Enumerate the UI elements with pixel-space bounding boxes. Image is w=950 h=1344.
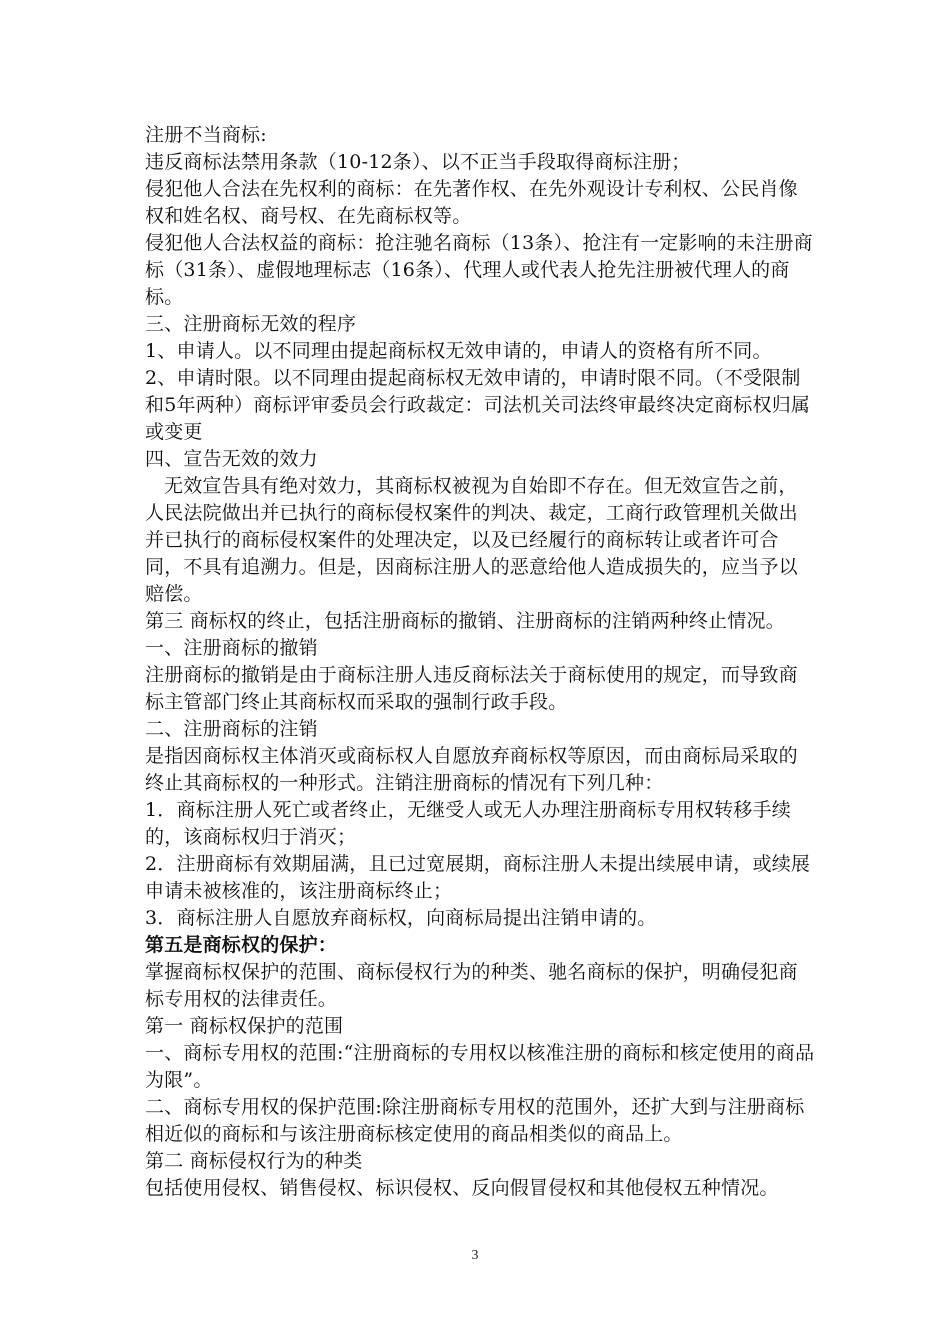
page-number: 3 bbox=[471, 1248, 479, 1263]
list-item-cancellation-3: 3．商标注册人自愿放弃商标权，向商标局提出注销申请的。 bbox=[145, 907, 657, 929]
paragraph-cancellation: 是指因商标权主体消灭或商标权人自愿放弃商标权等原因，而由商标局采取的终止其商标权的一种形式。注销注册商标的情况有下列几种： bbox=[145, 745, 798, 794]
paragraph-infringement-types: 包括使用侵权、销售侵权、标识侵权、反向假冒侵权和其他侵权五种情况。 bbox=[145, 1177, 779, 1199]
paragraph-protection-scope: 二、商标专用权的保护范围:除注册商标专用权的范围外，还扩大到与注册商标相近似的商标和与该注册商标核定使用的商品相类似的商品上。 bbox=[145, 1096, 805, 1145]
list-item-cancellation-2: 2．注册商标有效期届满，且已过宽展期，商标注册人未提出续展申请，或续展申请未被核准的，该注册商标终止； bbox=[145, 853, 811, 902]
paragraph-invalidation-effect: 无效宣告具有绝对效力，其商标权被视为自始即不存在。但无效宣告之前，人民法院做出并已执行的商标侵权案件的判决、裁定，工商行政管理机关做出并已执行的商标侵权案件的处理决定，以及已经履行的商标转让或者许可合同，不具有追溯力。但是，因商标注册人的恶意给他人造成损失的，应当予以赔偿。 bbox=[145, 475, 798, 605]
paragraph-exclusive-right-scope: 一、商标专用权的范围:“注册商标的专用权以核准注册的商标和核定使用的商品为限”。 bbox=[145, 1042, 815, 1091]
section-heading-invalidation-effect: 四、宣告无效的效力 bbox=[145, 448, 318, 470]
paragraph-revocation: 注册商标的撤销是由于商标注册人违反商标法关于商标使用的规定，而导致商标主管部门终止其商标权而采取的强制行政手段。 bbox=[145, 664, 798, 713]
section-heading-invalidation-procedure: 三、注册商标无效的程序 bbox=[145, 313, 357, 335]
section-heading-revocation: 一、注册商标的撤销 bbox=[145, 637, 318, 659]
section-heading-protection: 第五是商标权的保护： bbox=[145, 934, 338, 956]
paragraph-legitimate-interests: 侵犯他人合法权益的商标：抢注驰名商标（13条）、抢注有一定影响的未注册商标（31条）、虚假地理标志（16条）、代理人或代表人抢先注册被代理人的商标。 bbox=[145, 232, 813, 308]
paragraph-termination: 第三 商标权的终止，包括注册商标的撤销、注册商标的注销两种终止情况。 bbox=[145, 610, 785, 632]
section-heading-protection-scope: 第一 商标权保护的范围 bbox=[145, 1015, 344, 1037]
document-body bbox=[145, 122, 815, 1202]
paragraph-applicant: 1、申请人。以不同理由提起商标权无效申请的，申请人的资格有所不同。 bbox=[145, 340, 772, 362]
paragraph-time-limit: 2、申请时限。以不同理由提起商标权无效申请的，申请时限不同。（不受限制和5年两种）商标评审委员会行政裁定：司法机关司法终审最终决定商标权归属或变更 bbox=[145, 367, 811, 443]
paragraph-prohibited-clauses: 违反商标法禁用条款（10-12条）、以不正当手段取得商标注册； bbox=[145, 151, 691, 173]
section-heading-cancellation: 二、注册商标的注销 bbox=[145, 718, 318, 740]
paragraph-prior-rights: 侵犯他人合法在先权利的商标：在先著作权、在先外观设计专利权、公民肖像权和姓名权、商号权、在先商标权等。 bbox=[145, 178, 798, 227]
list-item-cancellation-1: 1．商标注册人死亡或者终止，无继受人或无人办理注册商标专用权转移手续的，该商标权归于消灭； bbox=[145, 799, 791, 848]
section-heading-infringement-types: 第二 商标侵权行为的种类 bbox=[145, 1150, 363, 1172]
paragraph-protection-overview: 掌握商标权保护的范围、商标侵权行为的种类、驰名商标的保护，明确侵犯商标专用权的法律责任。 bbox=[145, 961, 798, 1010]
paragraph-heading-improper-registration: 注册不当商标: bbox=[145, 124, 267, 146]
